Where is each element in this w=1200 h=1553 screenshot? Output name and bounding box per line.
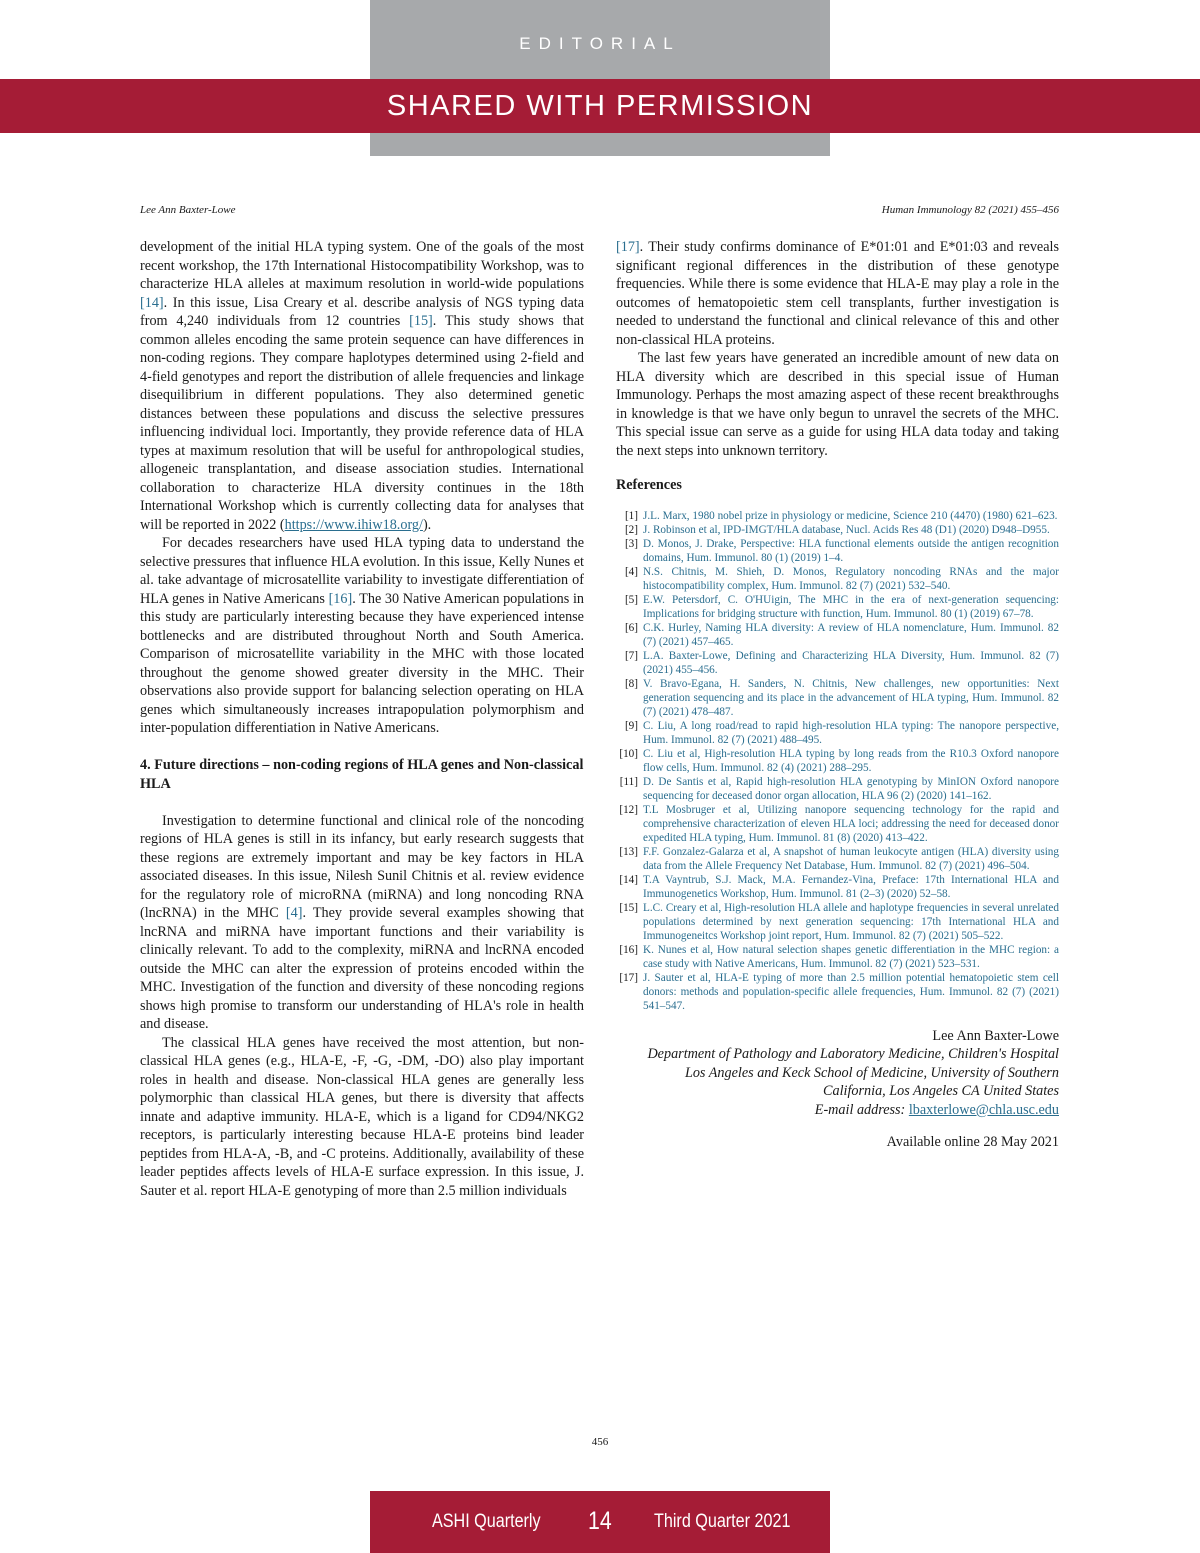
- reference-number: [14]: [619, 873, 638, 886]
- reference-item: [616, 747, 1059, 775]
- text-run: . This study shows that common alleles encoding the same protein sequence can have differences in non-coding regions. They compare haplotypes determined using 2-field and 4-field genotypes and report the distribution of allele frequencies and linkage disequilibrium in different populations. They also determined genetic distances between these populations and discuss the selective pressures influencing individual loci. Importantly, they provide reference data of HLA types at maximum resolution that will be useful for anthropological studies, allogeneic transplantation, and disease association studies. International collaboration to characterize HLA diversity continues in the 18th International Workshop which is currently collecting data for analyses that will be reported in 2022 (: [140, 313, 584, 533]
- signature-block: [616, 1027, 1059, 1120]
- reference-item: [616, 971, 1059, 1013]
- text-run: Investigation to determine functional and clinical role of the noncoding regions of HLA genes is still in its infancy, but early research suggests that these regions are extremely important and may be key factors in HLA associated diseases. In this issue, Nilesh Sunil Chitnis et al. review evidence for the regulatory role of microRNA (miRNA) and long noncoding RNA (lncRNA) in the MHC: [140, 812, 584, 921]
- reference-link[interactable]: K. Nunes et al, How natural selection shapes genetic differentiation in the MHC region: a case study with Native Americans, Hum. Immunol. 82 (7) (2021) 523–531.: [643, 943, 1059, 970]
- reference-link[interactable]: D. Monos, J. Drake, Perspective: HLA functional elements outside the antigen recognition domains, Hum. Immunol. 80 (1) (2019) 1–4.: [643, 537, 1059, 564]
- reference-number: [9]: [624, 719, 638, 732]
- editorial-label: EDITORIAL: [519, 34, 681, 53]
- section-heading: 4. Future directions – non-coding regions of HLA genes and Non-classical HLA: [140, 756, 584, 792]
- paragraph: The classical HLA genes have received the most attention, but non-classical HLA genes (e.g., HLA-E, -F, -G, -DM, -DO) also play important roles in health and disease. Non-classical HLA genes are generally less polymorphic than classical HLA genes, but there is diversity that affects innate and adaptive immunity. HLA-E, which is a ligand for CD94/NKG2 receptors, is particularly interesting because HLA-E proteins bind leader peptides from HLA-A, -B, and -C proteins. Additionally, availability of these leader peptides affects levels of HLA-E surface expression. In this issue, J. Sauter et al. report HLA-E genotyping of more than 2.5 million individuals: [140, 1034, 584, 1199]
- left-column: [140, 238, 584, 1200]
- shared-with-permission-title: SHARED WITH PERMISSION: [386, 90, 814, 122]
- reference-item: [616, 523, 1059, 537]
- text-run: . They provide several examples showing that lncRNA and miRNA have important functions and their variability is clinically relevant. To add to the complexity, miRNA and lncRNA encoded outside the MHC can alter the expression of proteins encoded within the MHC. Investigation of the function and diversity of these noncoding regions shows high promise to transform our understanding of HLA's role in health and disease.: [140, 905, 584, 1032]
- affiliation-line: Los Angeles and Keck School of Medicine, University of Southern: [684, 1064, 1059, 1081]
- right-column: [616, 238, 1059, 1152]
- reference-link[interactable]: C. Liu, A long road/read to rapid high-resolution HLA typing: The nanopore perspective, Hum. Immunol. 82 (7) (2021) 488–495.: [643, 719, 1059, 746]
- paragraph: [616, 238, 1059, 349]
- running-head-journal: Human Immunology 82 (2021) 455–456: [881, 204, 1059, 216]
- reference-number: [10]: [619, 747, 638, 760]
- reference-item: [616, 775, 1059, 803]
- email-line: [616, 1101, 1059, 1120]
- reference-link[interactable]: C. Liu et al, High-resolution HLA typing by long reads from the R10.3 Oxford nanopore flow cells, Hum. Immunol. 82 (4) (2021) 288–295.: [643, 747, 1059, 774]
- citation-link-17[interactable]: [17]: [616, 239, 640, 255]
- signature-name: Lee Ann Baxter-Lowe: [932, 1027, 1059, 1044]
- references-heading: References: [616, 477, 682, 493]
- text-run: For decades researchers have used HLA typing data to understand the selective pressures that influence HLA evolution. In this issue, Kelly Nunes et al. take advantage of microsatellite variability to investigate differentiation of HLA genes in Native Americans: [140, 535, 584, 607]
- text-run: . Their study confirms dominance of E*01:01 and E*01:03 and reveals significant regional differences in the distribution of these genotype frequencies. While there is some evidence that HLA-E may play a role in the outcomes of hematopoietic stem cell transplants, further investigation is needed to understand the functional and clinical relevance of this and other non-classical HLA proteins.: [616, 239, 1059, 348]
- reference-number: [8]: [624, 677, 638, 690]
- citation-link-4[interactable]: [4]: [285, 905, 303, 921]
- footer-page-number: 14: [588, 1507, 612, 1535]
- reference-item: [616, 845, 1059, 873]
- reference-item: [616, 873, 1059, 901]
- reference-item: [616, 565, 1059, 593]
- paragraph: [140, 238, 584, 534]
- reference-link[interactable]: E.W. Petersdorf, C. O'HUigin, The MHC in the era of next-generation sequencing: Implications for bridging structure with function, Hum. Immunol. 80 (1) (2019) 67–78.: [643, 593, 1059, 620]
- reference-link[interactable]: J. Robinson et al, IPD-IMGT/HLA database, Nucl. Acids Res 48 (D1) (2020) D948–D955.: [643, 523, 1050, 536]
- reference-link[interactable]: L.A. Baxter-Lowe, Defining and Characterizing HLA Diversity, Hum. Immunol. 82 (7) (2021) 455–456.: [643, 649, 1059, 676]
- email-link[interactable]: lbaxterlowe@chla.usc.edu: [908, 1101, 1059, 1118]
- reference-item: [616, 537, 1059, 565]
- available-online: Available online 28 May 2021: [886, 1134, 1059, 1150]
- reference-number: [3]: [624, 537, 638, 550]
- email-label: E-mail address:: [814, 1101, 909, 1118]
- citation-link-16[interactable]: [16]: [328, 590, 353, 607]
- affiliation-line: California, Los Angeles CA United States: [823, 1083, 1059, 1099]
- reference-item: [616, 621, 1059, 649]
- reference-number: [4]: [624, 565, 638, 578]
- text-run: development of the initial HLA typing system. One of the goals of the most recent workshop, the 17th International Histocompatibility Workshop, was to characterize HLA alleles at maximum resolution in world-wide populations: [140, 239, 584, 292]
- reference-link[interactable]: C.K. Hurley, Naming HLA diversity: A review of HLA nomenclature, Hum. Immunol. 82 (7) (2021) 457–465.: [643, 621, 1059, 648]
- reference-link[interactable]: V. Bravo-Egana, H. Sanders, N. Chitnis, New challenges, new opportunities: Next generation sequencing and its place in the advancement of HLA typing, Hum. Immunol. 82 (7) (2021) 478–487.: [643, 677, 1059, 718]
- reference-number: [6]: [624, 621, 638, 634]
- reference-number: [16]: [619, 943, 638, 956]
- paragraph: [140, 534, 584, 738]
- reference-list: [616, 509, 1059, 1013]
- reference-item: [616, 593, 1059, 621]
- text-run: . The 30 Native American populations in this study are particularly interesting because they have experienced intense bottlenecks and are distributed throughout North and South America. Comparison of microsatellite variability in the MHC with those located throughout the genome showed greater diversity in the MHC. Their observations also provide support for balancing selection operating on HLA genes which simultaneously increases intrapopulation polymorphism and inter-population differentiation in Native Americans.: [140, 590, 585, 736]
- footer-band: [370, 1491, 830, 1553]
- reference-number: [11]: [619, 775, 638, 788]
- reference-item: [616, 677, 1059, 719]
- reference-number: [5]: [624, 593, 638, 606]
- citation-link-15[interactable]: [15]: [409, 313, 433, 329]
- reference-item: [616, 649, 1059, 677]
- affiliation-line: Department of Pathology and Laboratory Medicine, Children's Hospital: [647, 1046, 1059, 1062]
- page-number: 456: [591, 1436, 609, 1448]
- reference-number: [1]: [624, 509, 638, 522]
- reference-number: [17]: [619, 971, 638, 984]
- text-run: ).: [422, 516, 432, 533]
- footer-publication: ASHI Quarterly: [432, 1511, 541, 1532]
- text-run: . In this issue, Lisa Creary et al. describe analysis of NGS typing data from 4,240 individuals from 12 countries: [140, 294, 584, 329]
- reference-item: [616, 509, 1059, 523]
- reference-link[interactable]: J.L. Marx, 1980 nobel prize in physiology or medicine, Science 210 (4470) (1980) 621–623.: [643, 509, 1058, 522]
- reference-link[interactable]: T.L Mosbruger et al, Utilizing nanopore sequencing technology for the rapid and comprehensive characterization of eleven HLA loci; addressing the need for deceased donor expedited HLA typing, Hum. Immunol. 81 (8) (2020) 413–422.: [643, 803, 1059, 844]
- reference-number: [7]: [624, 649, 638, 662]
- paragraph: [140, 812, 584, 1034]
- reference-link[interactable]: N.S. Chitnis, M. Shieh, D. Monos, Regulatory noncoding RNAs and the major histocompatibility complex, Hum. Immunol. 82 (7) (2021) 532–540.: [643, 565, 1059, 592]
- reference-number: [2]: [624, 523, 638, 536]
- reference-link[interactable]: D. De Santis et al, Rapid high-resolution HLA genotyping by MinION Oxford nanopore sequencing for deceased donor organ allocation, HLA 96 (2) (2020) 141–162.: [643, 775, 1059, 802]
- reference-link[interactable]: L.C. Creary et al, High-resolution HLA allele and haplotype frequencies in several unrelated populations determined by next generation sequencing: 17th International HLA and Immunogeneitcs Workshop joint report, Hum. Immunol. 82 (7) (2021) 505–522.: [643, 901, 1059, 942]
- footer-issue: Third Quarter 2021: [654, 1511, 791, 1532]
- running-head-author: Lee Ann Baxter-Lowe: [140, 204, 236, 216]
- citation-link-14[interactable]: [14]: [140, 294, 164, 311]
- ihiw18-url-link[interactable]: https://www.ihiw18.org/: [284, 516, 423, 533]
- reference-number: [12]: [619, 803, 638, 816]
- reference-item: [616, 901, 1059, 943]
- reference-number: [13]: [619, 845, 638, 858]
- reference-item: [616, 943, 1059, 971]
- reference-number: [15]: [619, 901, 638, 914]
- reference-link[interactable]: J. Sauter et al, HLA-E typing of more than 2.5 million potential hematopoietic stem cell donors: methods and population-specific allele frequencies, Hum. Immunol. 82 (7) (2021) 541–547.: [643, 971, 1059, 1012]
- reference-item: [616, 803, 1059, 845]
- reference-link[interactable]: F.F. Gonzalez-Galarza et al, A snapshot of human leukocyte antigen (HLA) diversity using data from the Allele Frequency Net Database, Hum. Immunol. 82 (7) (2021) 496–504.: [643, 845, 1059, 872]
- reference-item: [616, 719, 1059, 747]
- reference-link[interactable]: T.A Vayntrub, S.J. Mack, M.A. Fernandez-Vina, Preface: 17th International HLA and Immunogenetics Workshop, Hum. Immunol. 81 (2–3) (2020) 52–58.: [643, 873, 1059, 900]
- paragraph: The last few years have generated an incredible amount of new data on HLA diversity which are described in this special issue of Human Immunology. Perhaps the most amazing aspect of these recent breakthroughs in knowledge is that we have only begun to unravel the secrets of the MHC. This special issue can serve as a guide for using HLA data today and taking the next steps into unknown territory.: [616, 350, 1059, 459]
